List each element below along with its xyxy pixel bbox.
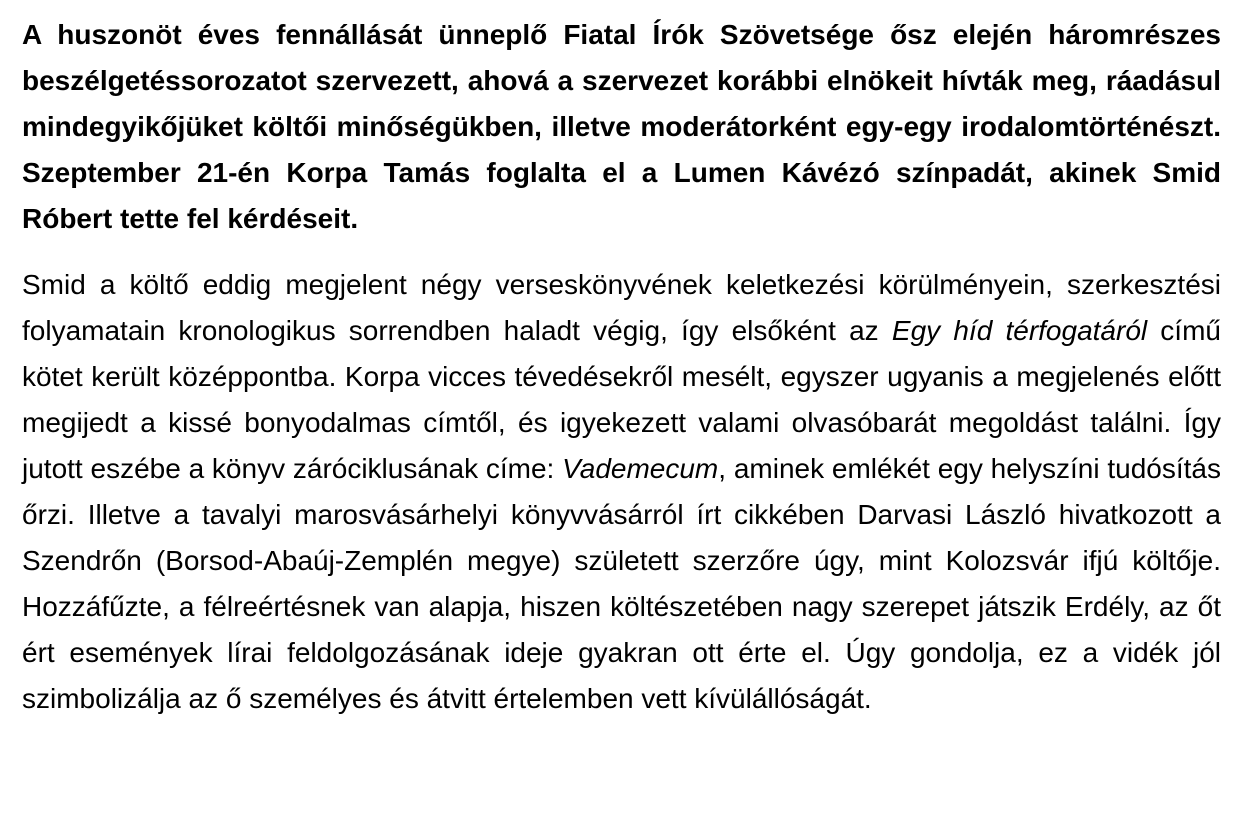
cycle-title-vademecum: Vademecum xyxy=(562,453,719,484)
body-paragraph xyxy=(22,262,1221,722)
body-text-part-2: című kötet került középpontba. Korpa vicces tévedésekről mesélt, egyszer ugyanis a megjelenés előtt megijedt a kissé bonyodalmas címtől, és igyekezett valami olvasóbarát megoldást találni. Így jutott eszébe a könyv záróciklusának címe: xyxy=(22,315,1221,484)
book-title-egy-hid: Egy híd térfogatáról xyxy=(891,315,1148,346)
article xyxy=(22,12,1221,722)
body-text-part-1: Smid a költő eddig megjelent négy verseskönyvének keletkezési körülményein, szerkesztési folyamatain kronologikus sorrendben haladt végig, így elsőként az xyxy=(22,269,1221,346)
lead-paragraph: A huszonöt éves fennállását ünneplő Fiatal Írók Szövetsége ősz elején háromrészes beszélgetéssorozatot szervezett, ahová a szervezet korábbi elnökeit hívták meg, ráadásul mindegyikőjüket költői minőségükben, illetve moderátorként egy-egy irodalomtörténészt. Szeptember 21-én Korpa Tamás foglalta el a Lumen Kávézó színpadát, akinek Smid Róbert tette fel kérdéseit. xyxy=(22,19,1221,234)
body-text-part-3: , aminek emlékét egy helyszíni tudósítás őrzi. Illetve a tavalyi marosvásárhelyi könyvvásárról írt cikkében Darvasi László hivatkozott a Szendrőn (Borsod-Abaúj-Zemplén megye) született szerzőre úgy, mint Kolozsvár ifjú költője. Hozzáfűzte, a félreértésnek van alapja, hiszen költészetében nagy szerepet játszik Erdély, az őt ért események lírai feldolgozásának ideje gyakran ott érte el. Úgy gondolja, ez a vidék jól szimbolizálja az ő személyes és átvitt értelemben vett kívülállóságát. xyxy=(22,453,1222,714)
